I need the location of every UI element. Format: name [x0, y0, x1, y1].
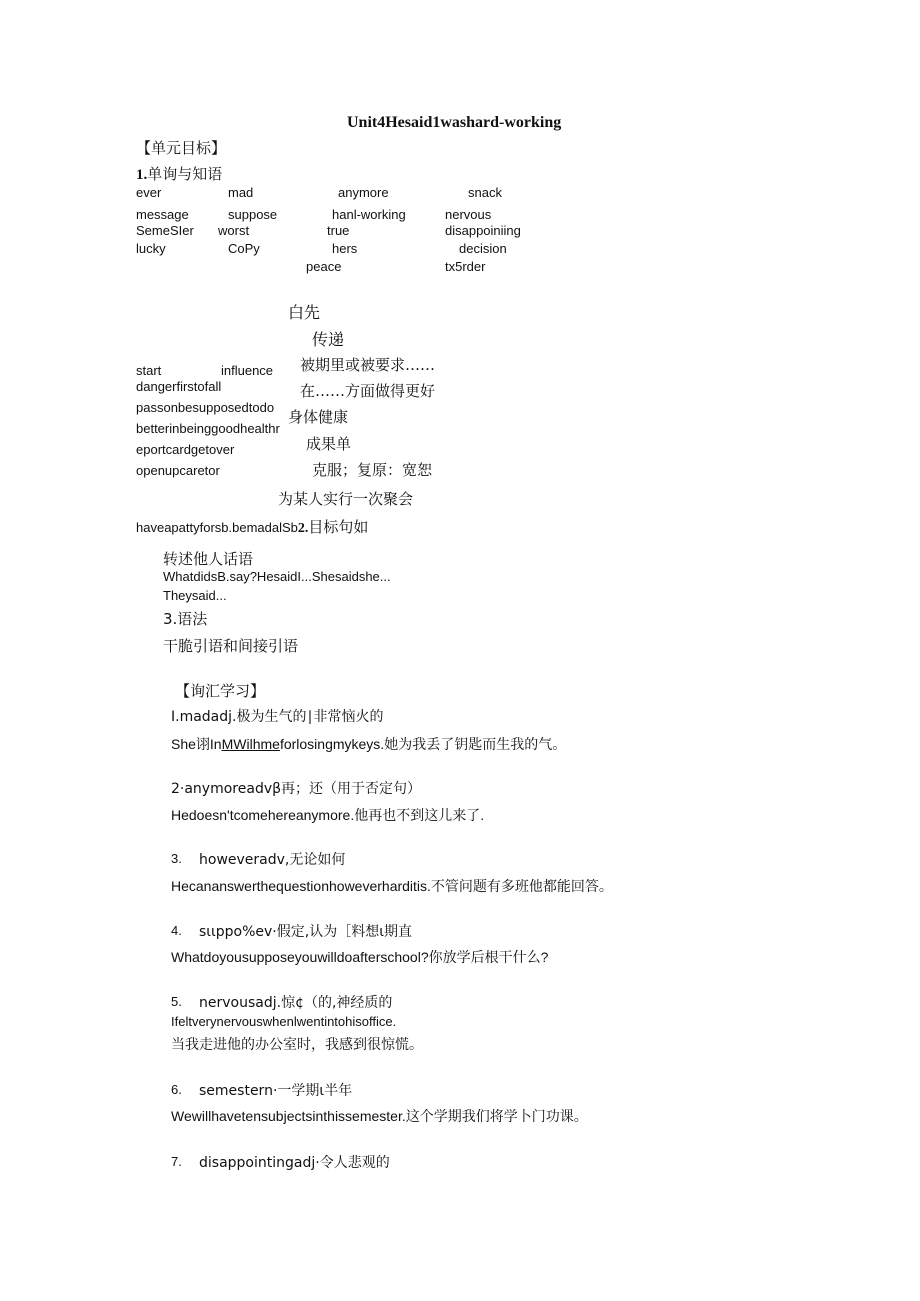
phrase-english: start	[136, 363, 162, 378]
vocab-number: 4.	[171, 923, 182, 938]
word-item: worst	[218, 223, 250, 238]
word-item: CoPy	[228, 241, 260, 256]
vocab-example: Ifeltverynervouswhenlwentintohisoffice.	[171, 1014, 397, 1029]
vocab-number: 3.	[171, 851, 182, 866]
word-item: hers	[332, 241, 358, 256]
word-item: snack	[468, 185, 502, 200]
sentences-heading-text: 目标句如	[308, 518, 369, 536]
word-item: message	[136, 207, 189, 222]
phrase-meaning: 克服；复原：宽恕	[312, 461, 433, 479]
phrase-meaning: 在……方面做得更好	[300, 382, 436, 400]
vocab-entry: disappointingadj·令人悲观的	[199, 1155, 390, 1171]
vocab-number: 6.	[171, 1082, 182, 1097]
vocab-example	[171, 734, 566, 754]
word-item: nervous	[445, 207, 492, 222]
reported-speech-pattern: WhatdidsB.say?HesaidI...Shesaidshe...	[163, 569, 391, 584]
vocab-example-translation: 当我走进他的办公室时，我感到很惊慌。	[171, 1037, 423, 1053]
word-item: lucky	[136, 241, 166, 256]
vocab-entry: semestern·一学期ι半年	[199, 1083, 353, 1099]
unit-goal-heading: 【单元目标】	[136, 139, 227, 157]
phrase-meaning: 为某人实行一次聚会	[278, 490, 414, 508]
word-item: mad	[228, 185, 254, 200]
word-item: suppose	[228, 207, 278, 222]
word-item: ever	[136, 185, 162, 200]
word-item: hanl-working	[332, 207, 406, 222]
phrase-english: betterinbeinggoodhealthr	[136, 421, 280, 436]
phrase-english: haveapattyforsb.bemadalSb	[136, 520, 298, 535]
phrase-meaning: 白先	[288, 303, 321, 322]
word-item: decision	[459, 241, 507, 256]
last-phrase-line	[136, 516, 368, 537]
vocab-heading: 【询汇学习】	[175, 682, 266, 700]
word-item: peace	[306, 259, 342, 274]
word-item: disappoiniing	[445, 223, 521, 238]
vocab-entry: I.madadj.极为生气的∣非常恼火的	[171, 709, 384, 725]
phrase-meaning: 身体健康	[288, 408, 349, 426]
vocab-number: 7.	[171, 1154, 182, 1169]
phrase-meaning: 传递	[312, 330, 345, 349]
word-item: true	[327, 223, 350, 238]
grammar-heading: 3.语法	[163, 610, 208, 628]
word-item: tx5rder	[445, 259, 486, 274]
words-heading	[136, 163, 222, 184]
vocab-entry: nervousadj.惊¢（的,神经质的	[199, 995, 393, 1011]
phrase-meaning: 成果单	[306, 435, 352, 453]
reported-speech-pattern: Theysaid...	[163, 588, 227, 603]
vocab-example: Hedoesn'tcomehereanymore.他再也不到这儿来了.	[171, 807, 485, 823]
vocab-entry: 2·anymoreadvβ再；还（用于否定句）	[171, 781, 422, 797]
vocab-example: Wewillhavetensubjectsinthissemester.这个学期我们将学卜门功课。	[171, 1108, 588, 1124]
vocab-example: Hecananswerthequestionhoweverharditis.不管问题有多班他都能回答。	[171, 878, 613, 894]
grammar-text: 干脆引语和间接引语	[163, 637, 299, 655]
phrase-meaning: 被期里或被要求……	[300, 356, 436, 374]
words-heading-text: 单询与知语	[147, 165, 223, 183]
example-underlined: MWilhme	[221, 736, 280, 752]
example-suffix: forlosingmykeys.她为我丢了钥匙而生我的气。	[279, 736, 567, 752]
example-prefix: She诩In	[171, 736, 222, 752]
word-item: SemeSIer	[136, 223, 194, 238]
vocab-example: Whatdoyousupposeyouwilldoafterschool?你放学后根干什么?	[171, 949, 549, 965]
words-heading-number: 1.	[136, 167, 148, 183]
vocab-entry: sιιppo%ev·假定,认为［料想ι期直	[199, 924, 412, 940]
phrase-english: dangerfirstofall	[136, 379, 222, 394]
phrase-english: eportcardgetover	[136, 442, 235, 457]
word-item: anymore	[338, 185, 389, 200]
phrase-english: openupcaretor	[136, 463, 220, 478]
page-title: Unit4Hesaid1washard-working	[347, 114, 562, 131]
phrase-english: influence	[221, 363, 274, 378]
sentences-heading-number: 2.	[297, 521, 309, 536]
reported-speech-heading: 转述他人话语	[163, 550, 254, 568]
vocab-number: 5.	[171, 994, 182, 1009]
phrase-english: passonbesupposedtodo	[136, 400, 275, 415]
vocab-entry: howeveradv,无论如何	[199, 852, 346, 868]
